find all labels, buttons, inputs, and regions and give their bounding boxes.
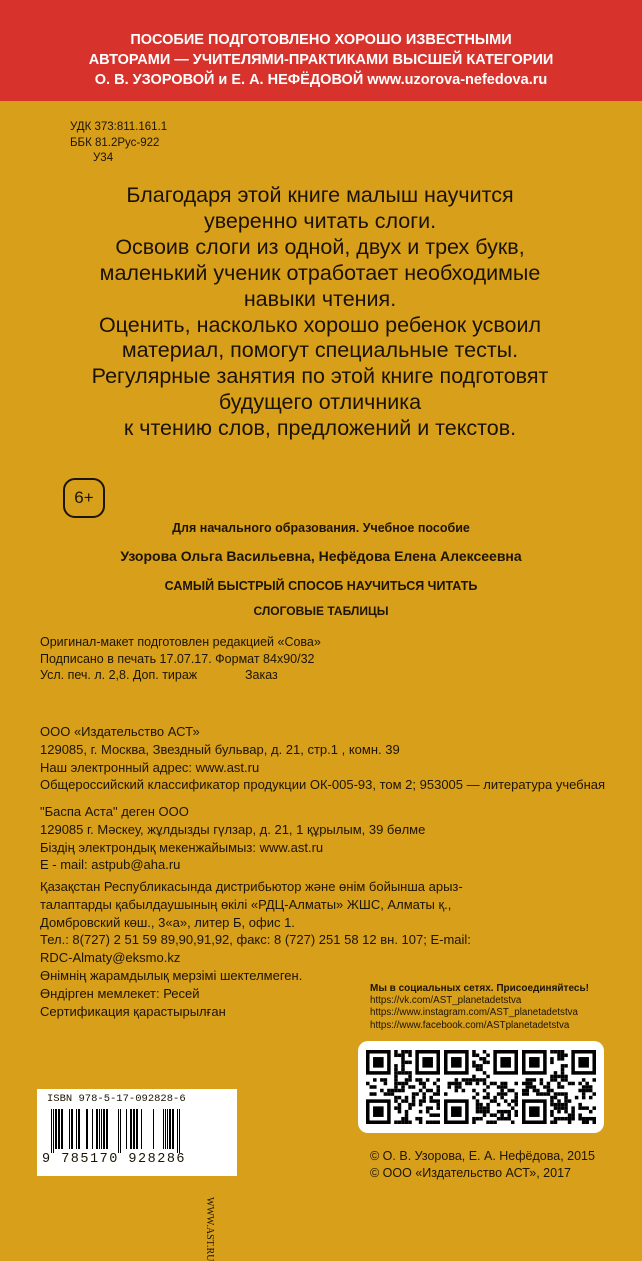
distributor-line: Сертификация қарастырылған (40, 1003, 226, 1019)
qr-code-facebook-icon[interactable] (522, 1050, 596, 1124)
classification-codes (70, 120, 167, 167)
signed-to-print: Подписано в печать 17.07.17. Формат 84х90/32 (40, 651, 315, 666)
copyright-authors: © О. В. Узорова, Е. А. Нефёдова, 2015 (370, 1149, 595, 1163)
publisher-kz-email: E - mail: astpub@aha.ru (40, 857, 181, 873)
publisher-website: Наш электронный адрес: www.ast.ru (40, 759, 260, 775)
social-header: Мы в социальных сетях. Присоединяйтесь! (370, 983, 589, 994)
qr-code-vk-icon[interactable] (366, 1050, 440, 1124)
top-banner (0, 0, 642, 101)
banner-line: О. В. УЗОРОВОЙ и Е. А. НЕФЁДОВОЙ www.uzorova-nefedova.ru (94, 72, 548, 88)
distributor-line: Қазақстан Республикасында дистрибьютор және өнім бойынша арыз- (40, 879, 463, 894)
distributor-line: Тел.: 8(727) 2 51 59 89,90,91,92, факс: 8 (727) 251 58 12 вн. 107; E-mail: (40, 932, 471, 948)
layout-note: Оригинал-макет подготовлен редакцией «Сова» (40, 635, 321, 649)
description-line: навыки чтения. (243, 286, 397, 311)
social-link-instagram[interactable]: https://www.instagram.com/AST_planetadetstva (370, 1007, 579, 1019)
imprint (40, 634, 321, 684)
qr-code-instagram-icon[interactable] (444, 1050, 518, 1124)
description-line: материал, помогут специальные тесты. (121, 338, 519, 363)
product-classifier: Общероссийский классификатор продукции ОК-005-93, том 2; 953005 — литература учебная (40, 777, 606, 793)
publisher-kz-name: "Баспа Аста" деген ООО (40, 804, 189, 819)
qr-codes-panel (358, 1041, 604, 1133)
bbk-code: ББК 81.2Рус-922 (70, 136, 160, 149)
description-line: маленький ученик отработает необходимые (99, 260, 541, 285)
order-label: Заказ (245, 668, 278, 682)
print-sheets-row (40, 667, 321, 684)
copyright (370, 1148, 595, 1182)
publisher-address: 129085, г. Москва, Звездный бульвар, д. 21, стр.1 , комн. 39 (40, 741, 400, 757)
banner-line: ПОСОБИЕ ПОДГОТОВЛЕНО ХОРОШО ИЗВЕСТНЫМИ (130, 32, 512, 48)
age-rating-badge: 6+ (63, 478, 105, 518)
ean-digits: 9 785170 928286 (42, 1152, 187, 1167)
description-line: Освоив слоги из одной, двух и трех букв, (115, 234, 525, 259)
description-line: будущего отличника (218, 390, 422, 415)
publisher-ru (40, 723, 605, 794)
description-line: к чтению слов, предложений и текстов. (123, 416, 517, 441)
author-mark: У34 (93, 152, 114, 164)
udk-code: УДК 373:811.161.1 (70, 121, 168, 133)
social-link-vk[interactable]: https://vk.com/AST_planetadetstva (370, 995, 522, 1007)
barcode-icon (51, 1109, 211, 1153)
book-subtitle: СЛОГОВЫЕ ТАБЛИЦЫ (253, 604, 389, 618)
book-description (40, 183, 600, 442)
copyright-publisher: © ООО «Издательство АСТ», 2017 (370, 1166, 571, 1180)
print-sheets: Усл. печ. л. 2,8. Доп. тираж (40, 668, 198, 682)
description-line: уверенно читать слоги. (203, 208, 437, 233)
book-authors: Узорова Ольга Васильевна, Нефёдова Елена Алексеевна (120, 548, 522, 564)
distributor-line: Өндірген мемлекет: Ресей (40, 985, 200, 1001)
description-line: Благодаря этой книге малыш научится (126, 183, 514, 207)
publisher-kz-address: 129085 г. Мәскеу, жұлдызды гүлзар, д. 21, 1 құрылым, 39 бөлме (40, 821, 426, 837)
distributor-line: RDC-Almaty@eksmo.kz (40, 950, 181, 966)
book-title: САМЫЙ БЫСТРЫЙ СПОСОБ НАУЧИТЬСЯ ЧИТАТЬ (164, 579, 478, 593)
distributor-line: Өнімнің жарамдылық мерзімі шектелмеген. (40, 967, 303, 983)
banner-line: АВТОРАМИ — УЧИТЕЛЯМИ-ПРАКТИКАМИ ВЫСШЕЙ КАТЕГОРИИ (88, 52, 554, 68)
barcode-panel (37, 1089, 237, 1261)
description-line: Оценить, насколько хорошо ребенок усвоил (98, 312, 542, 337)
publisher-name: ООО «Издательство АСТ» (40, 724, 200, 739)
publisher-kz (40, 803, 425, 874)
social-link-facebook[interactable]: https://www.facebook.com/ASTplanetadetstva (370, 1019, 570, 1031)
description-line: Регулярные занятия по этой книге подготовят (91, 364, 549, 389)
distributor-line: талаптарды қабылдаушының өкілі «РДЦ-Алматы» ЖШС, Алматы қ., (40, 896, 452, 912)
isbn-number: ISBN 978-5-17-092828-6 (47, 1093, 186, 1105)
site-vertical-label: WWW.AST.RU (204, 1197, 215, 1261)
social-links (370, 983, 589, 1032)
book-purpose: Для начального образования. Учебное пособие (172, 521, 470, 535)
distributor-line: Домбровский көш., 3«а», литер Б, офис 1. (40, 914, 295, 930)
publisher-kz-website: Біздің электрондық мекенжайымыз: www.ast.ru (40, 839, 324, 855)
